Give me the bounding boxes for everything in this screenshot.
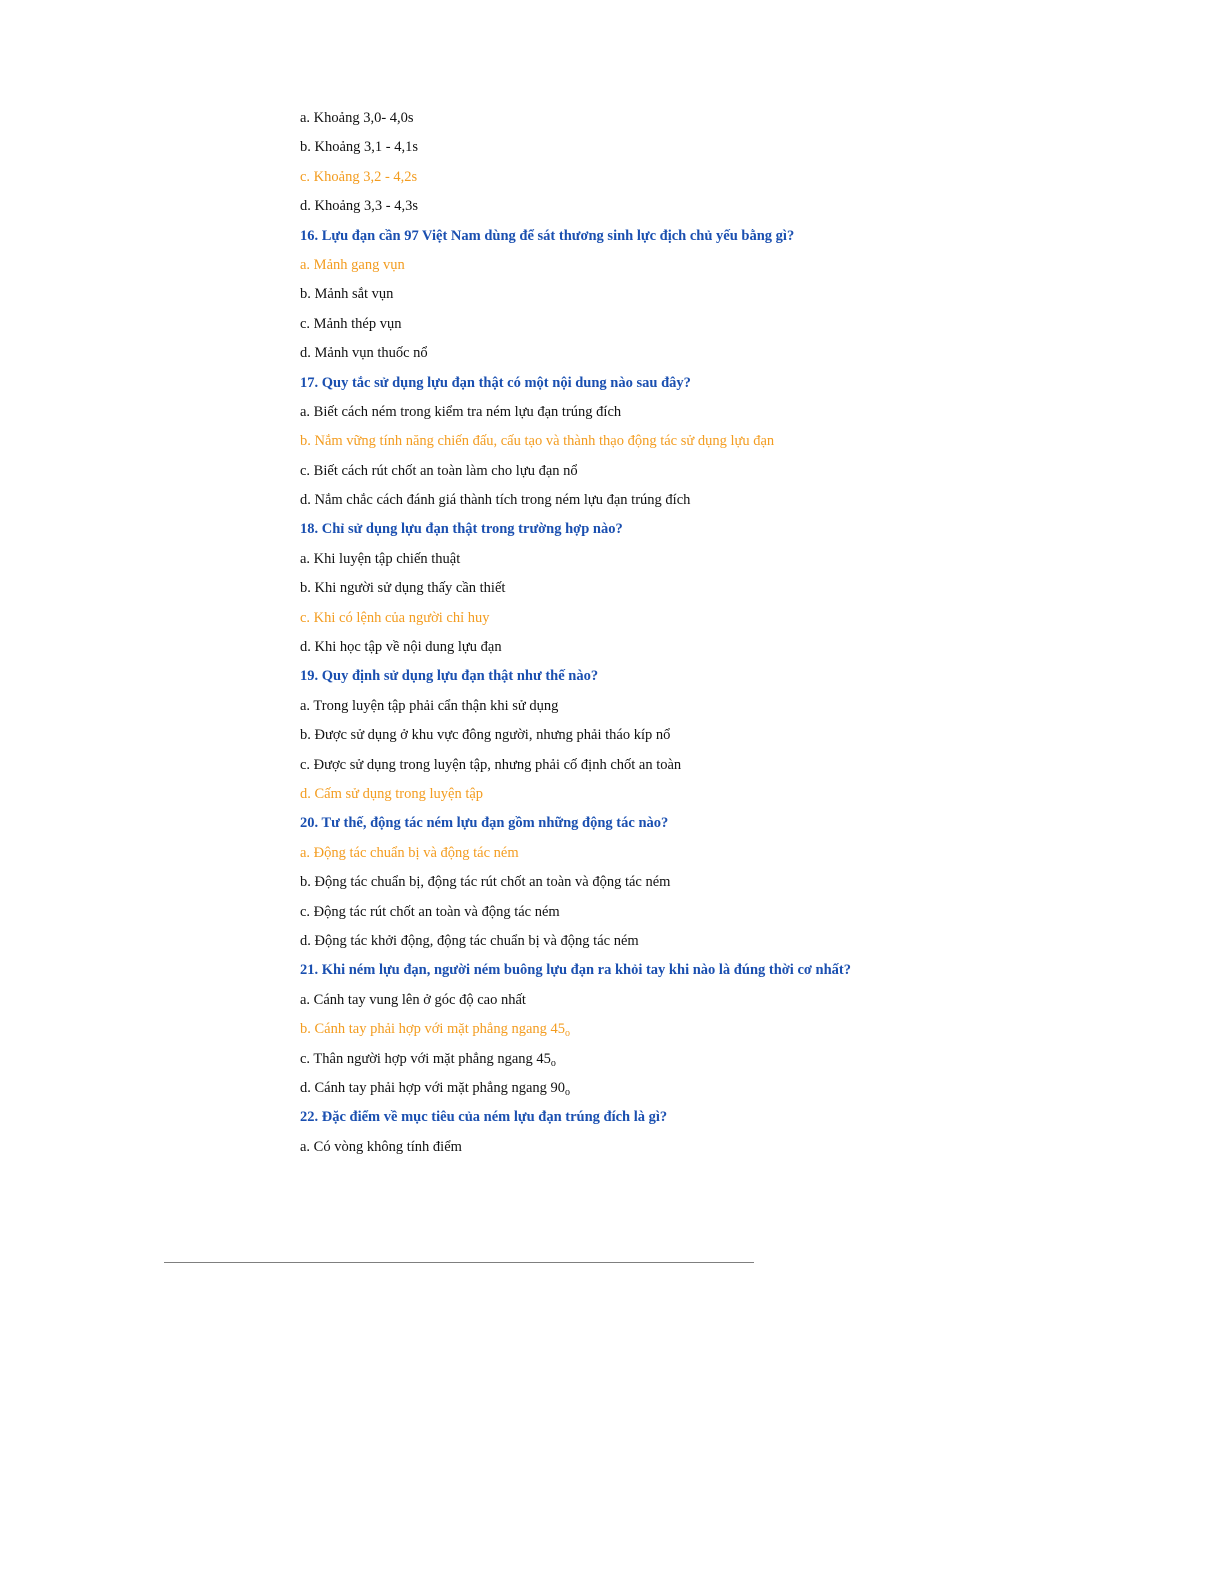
answer-option [300,986,1180,1015]
answer-option [300,692,1180,721]
answer-option [300,398,1180,427]
answer-option [300,486,1180,515]
correct-answer-option [300,251,1180,280]
line-text: b. Khi người sử dụng thấy cần thiết [300,580,506,597]
correct-answer-option [300,780,1180,809]
answer-option [300,927,1180,956]
correct-answer-option [300,427,1180,456]
answer-option [300,104,1180,133]
question-text [300,515,1180,544]
answer-option [300,751,1180,780]
line-text: a. Cánh tay vung lên ở góc độ cao nhất [300,991,526,1008]
answer-option [300,868,1180,897]
line-text: b. Khoảng 3,1 - 4,1s [300,139,419,156]
line-text: 19. Quy định sử dụng lựu đạn thật như thế nào? [300,668,599,685]
line-text: d. Động tác khởi động, động tác chuẩn bị và động tác ném [300,932,639,949]
answer-option [300,1045,1180,1074]
line-text: c. Khoảng 3,2 - 4,2s [300,168,418,185]
question-text [300,1103,1180,1132]
line-text: c. Được sử dụng trong luyện tập, nhưng phải cố định chốt an toàn [300,756,682,773]
answer-option [300,1133,1180,1162]
line-text: a. Khi luyện tập chiến thuật [300,550,461,567]
correct-answer-option [300,604,1180,633]
line-text: d. Cấm sử dụng trong luyện tập [300,785,484,802]
answer-option [300,574,1180,603]
line-text: c. Mảnh thép vụn [300,315,402,332]
line-text: a. Có vòng không tính điểm [300,1138,462,1155]
answer-option [300,192,1180,221]
line-text: c. Khi có lệnh của người chỉ huy [300,609,490,626]
line-text: c. Động tác rút chốt an toàn và động tác ném [300,903,560,920]
line-text: c. Biết cách rút chốt an toàn làm cho lựu đạn nổ [300,462,578,479]
answer-option [300,280,1180,309]
line-text: d. Cánh tay phải hợp với mặt phẳng ngang 90 [300,1079,566,1096]
line-text: c. Thân người hợp với mặt phẳng ngang 45 [300,1050,551,1067]
line-text: b. Cánh tay phải hợp với mặt phẳng ngang 45 [300,1021,566,1038]
line-text: d. Nắm chắc cách đánh giá thành tích trong ném lựu đạn trúng đích [300,492,691,509]
footnote-separator [164,1262,754,1263]
answer-option [300,457,1180,486]
line-text: b. Động tác chuẩn bị, động tác rút chốt an toàn và động tác ném [300,874,671,891]
line-text: b. Nắm vững tính năng chiến đấu, cấu tạo và thành thạo động tác sử dụng lựu đạn [300,433,775,450]
line-text: 22. Đặc điểm về mục tiêu của ném lựu đạn trúng đích là gì? [300,1109,668,1126]
line-text: b. Mảnh sắt vụn [300,286,394,303]
degree-subscript: o [565,1028,571,1040]
answer-option [300,310,1180,339]
line-text: a. Trong luyện tập phải cẩn thận khi sử dụng [300,697,559,714]
question-text [300,662,1180,691]
line-text: 17. Quy tắc sử dụng lựu đạn thật có một nội dung nào sau đây? [300,374,691,391]
answer-option [300,898,1180,927]
answer-option [300,339,1180,368]
quiz-content [300,104,1180,1162]
line-text: b. Được sử dụng ở khu vực đông người, nhưng phải tháo kíp nổ [300,727,671,744]
answer-option [300,1074,1180,1103]
correct-answer-option [300,1015,1180,1044]
line-text: a. Mảnh gang vụn [300,256,405,273]
answer-option [300,545,1180,574]
line-text: a. Biết cách ném trong kiểm tra ném lựu đạn trúng đích [300,403,622,420]
answer-option [300,721,1180,750]
question-text [300,956,1180,985]
line-text: 21. Khi ném lựu đạn, người ném buông lựu đạn ra khỏi tay khi nào là đúng thời cơ nhất? [300,962,851,979]
line-text: d. Khoảng 3,3 - 4,3s [300,198,419,215]
correct-answer-option [300,839,1180,868]
degree-subscript: o [565,1086,571,1098]
question-text [300,809,1180,838]
question-text [300,369,1180,398]
line-text: 20. Tư thế, động tác ném lựu đạn gồm những động tác nào? [300,815,669,832]
line-text: a. Động tác chuẩn bị và động tác ném [300,844,519,861]
line-text: 18. Chỉ sử dụng lựu đạn thật trong trường hợp nào? [300,521,623,538]
line-text: d. Khi học tập về nội dung lựu đạn [300,639,502,656]
question-text [300,222,1180,251]
answer-option [300,133,1180,162]
degree-subscript: o [550,1057,556,1069]
line-text: 16. Lựu đạn cần 97 Việt Nam dùng để sát thương sinh lực địch chủ yếu bằng gì? [300,227,795,244]
line-text: d. Mảnh vụn thuốc nổ [300,345,428,362]
line-text: a. Khoảng 3,0- 4,0s [300,110,414,126]
correct-answer-option [300,163,1180,192]
answer-option [300,633,1180,662]
